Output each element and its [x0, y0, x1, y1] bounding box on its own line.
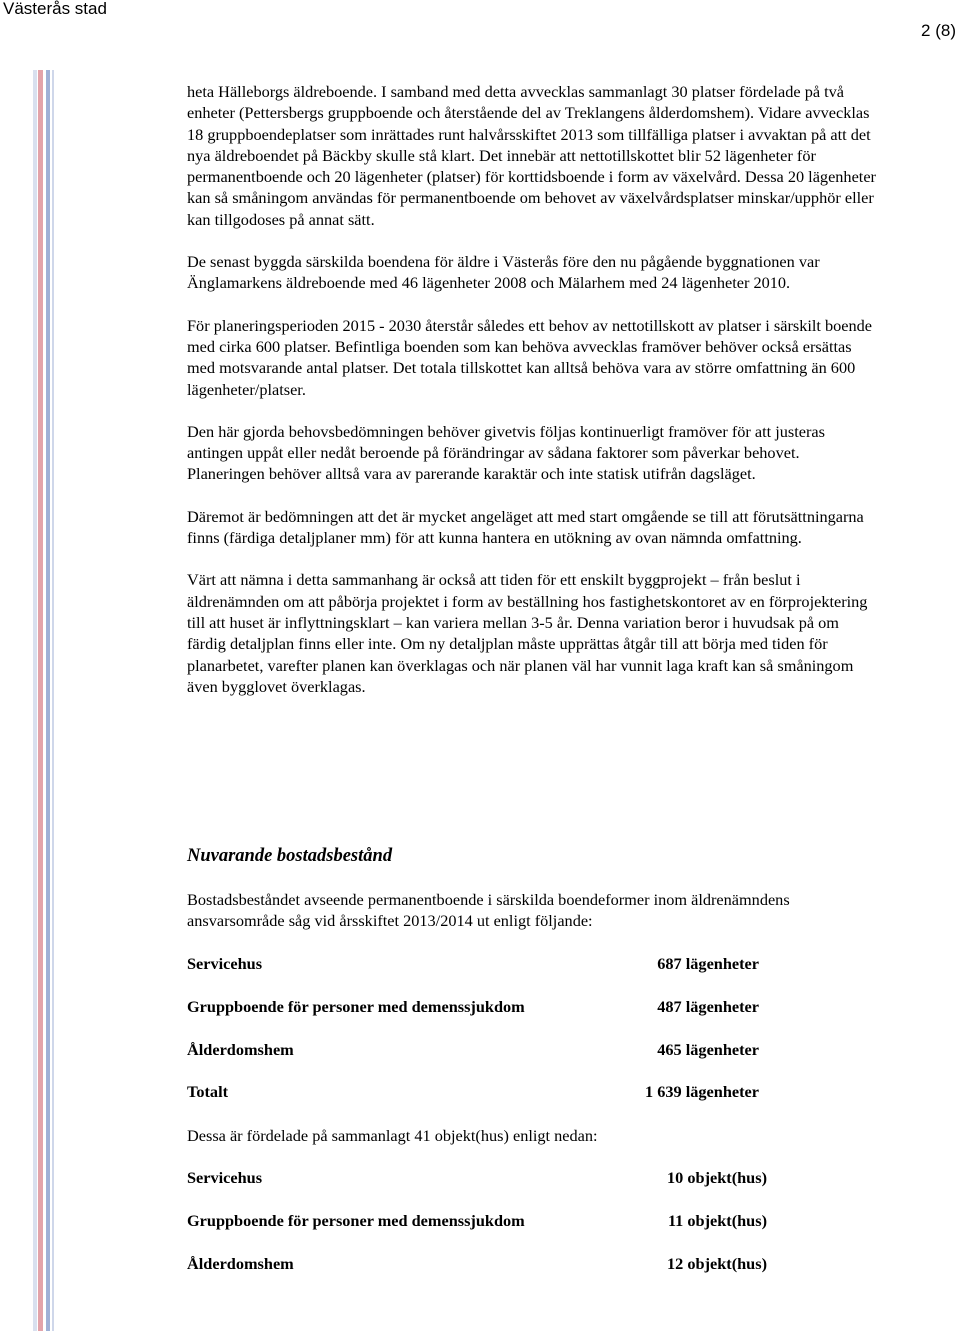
row-label: Servicehus: [187, 954, 263, 973]
row-label: Servicehus: [187, 1168, 263, 1187]
row-value: 465 lägenheter: [657, 1040, 759, 1059]
row-value: 487 lägenheter: [657, 997, 759, 1016]
objects-note: Dessa är fördelade på sammanlagt 41 objekt(hus) enligt nedan:: [187, 1126, 598, 1145]
row-value: 10 objekt(hus): [667, 1168, 767, 1187]
page-number: 2 (8): [921, 21, 956, 40]
section-intro: Bostadsbeståndet avseende permanentboende i särskilda boendeformer inom äldrenämndens ansvarsområde såg vid årsskiftet 2013/2014 ut enligt följande:: [187, 890, 790, 931]
decorative-margin-stripes: [30, 70, 60, 1331]
row-label: Ålderdomshem: [187, 1040, 294, 1059]
section-heading: Nuvarande bostadsbestånd: [187, 846, 393, 866]
section-block: [187, 844, 877, 932]
row-value: 12 objekt(hus): [667, 1254, 767, 1273]
paragraph-3: För planeringsperioden 2015 - 2030 återstår således ett behov av nettotillskott av platser i särskilt boende med cirka 600 platser. Befintliga boenden som kan behöva avvecklas framöver behöver också ersättas med motsvarande antal platser. Det totala tillskottet kan alltså behöva vara av större omfattning än 600 lägenheter/platser.: [187, 315, 872, 399]
organization-name: Västerås stad: [3, 0, 107, 18]
row-value: 1 639 lägenheter: [645, 1082, 759, 1101]
paragraph-2: De senast byggda särskilda boendena för äldre i Västerås före den nu pågående byggnationen var Änglamarkens äldreboende med 46 lägenheter 2008 och Mälarhem med 24 lägenheter 2010.: [187, 252, 820, 293]
paragraph-5: Däremot är bedömningen att det är mycket angeläget att med start omgående se till att förutsättningarna finns (färdiga detaljplaner mm) för att kunna hantera en utökning av ovan nämnda omfattning.: [187, 506, 864, 548]
row-label: Gruppboende för personer med demenssjukdom: [187, 1211, 525, 1230]
row-value: 687 lägenheter: [657, 954, 759, 973]
row-label: Gruppboende för personer med demenssjukdom: [187, 997, 525, 1016]
row-value: 11 objekt(hus): [667, 1211, 767, 1230]
paragraph-1: heta Hälleborgs äldreboende. I samband med detta avvecklas sammanlagt 30 platser fördelade på två enheter (Pettersbergs gruppboende och återstående del av Treklangens ålderdomshem). Vidare avvecklas 18 gruppboendeplatser som inrättades runt halvårsskiftet 2013 som tillfälliga platser i avvaktan på att det nya äldreboendet på Bäckby skulle stå klart. Det innebär att nettotillskottet blir 52 lägenheter för permanentboende och 20 lägenheter (platser) för korttidsboende i form av växelvård. Dessa 20 lägenheter kan så småningom användas för permanentboende om behovet av växelvårdsplatser minskar/upphör eller kan tillgodoses på annat sätt.: [187, 82, 876, 229]
paragraph-6: Värt att nämna i detta sammanhang är också att tiden för ett enskilt byggprojekt – från beslut i äldrenämnden om att påbörja projektet i form av beställning hos fastighetskontoret av en förprojektering till att huset är inflyttningsklart – kan variera mellan 3-5 år. Denna variation beror i huvudsak på om färdig detaljplan finns eller inte. Om ny detaljplan måste upprättas åtgår till att börja med tiden för planarbetet, varefter planen kan överklagas och när planen väl har vunnit laga kraft kan så småningom även bygglovet överklagas.: [187, 570, 868, 696]
row-label: Ålderdomshem: [187, 1254, 294, 1273]
document-body: [187, 81, 877, 697]
paragraph-4: Den här gjorda behovsbedömningen behöver givetvis följas kontinuerligt framöver för att justeras antingen uppåt eller nedåt beroende på förändringar av sådana faktorer som påverkar behovet. Planeringen behöver alltså vara av parerande karaktär och inte statisk utifrån dagsläget.: [187, 421, 825, 484]
row-label: Totalt: [187, 1082, 229, 1101]
